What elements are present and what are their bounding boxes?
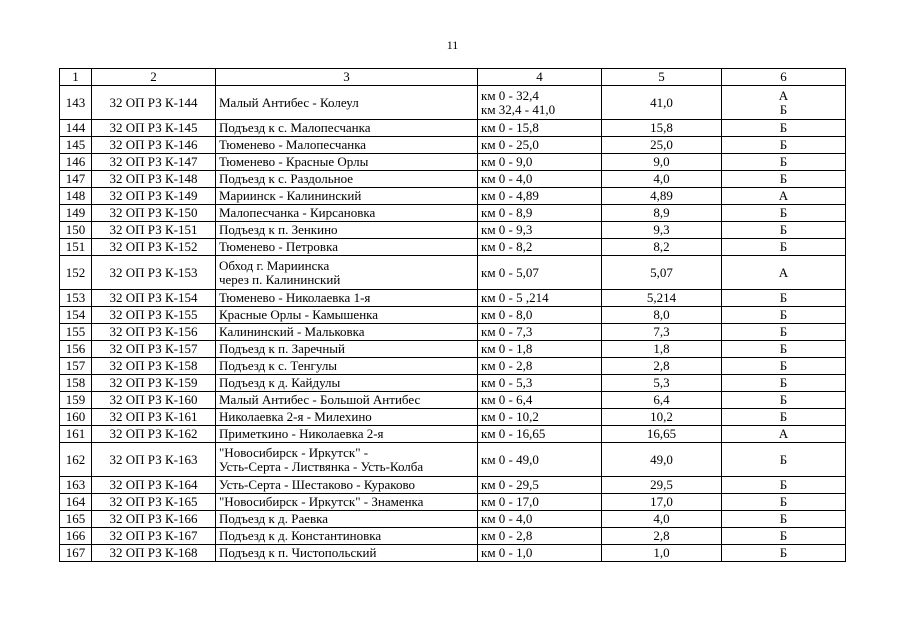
km-range-cell-line: км 0 - 9,3 — [481, 222, 533, 238]
km-range-cell-line: км 0 - 8,2 — [481, 239, 533, 255]
category-cell-line: Б — [779, 375, 788, 391]
category-cell-line: Б — [779, 528, 788, 544]
header-row — [60, 69, 846, 86]
road-code-cell: 32 ОП РЗ К-145 — [92, 120, 216, 137]
category-cell — [722, 86, 846, 120]
category-cell — [722, 528, 846, 545]
km-range-cell-line: км 0 - 5,07 — [481, 264, 539, 280]
category-cell-line: Б — [779, 494, 788, 510]
road-name-cell-line: Тюменево - Красные Орлы — [219, 154, 369, 170]
length-cell: 5,3 — [602, 375, 722, 392]
road-name-cell-line: "Новосибирск - Иркутск" - Знаменка — [219, 494, 424, 510]
road-name-cell-line: Подъезд к п. Заречный — [219, 341, 345, 357]
table-row — [60, 545, 846, 562]
road-name-cell-line: Подъезд к с. Малопесчанка — [219, 120, 371, 136]
category-cell — [722, 222, 846, 239]
km-range-cell-line: км 0 - 25,0 — [481, 137, 539, 153]
category-cell — [722, 120, 846, 137]
road-code-cell: 32 ОП РЗ К-167 — [92, 528, 216, 545]
road-name-cell-line: Приметкино - Николаевка 2-я — [219, 426, 384, 442]
length-cell: 41,0 — [602, 86, 722, 120]
roads-table — [59, 68, 846, 562]
category-cell — [722, 375, 846, 392]
length-cell: 4,0 — [602, 171, 722, 188]
category-cell — [722, 307, 846, 324]
road-name-cell — [216, 358, 478, 375]
row-number-cell: 160 — [60, 409, 92, 426]
category-cell-line: Б — [779, 451, 788, 467]
road-code-cell: 32 ОП РЗ К-158 — [92, 358, 216, 375]
category-cell-line: Б — [779, 171, 788, 187]
row-number-cell: 164 — [60, 494, 92, 511]
row-number-cell: 163 — [60, 477, 92, 494]
table-row — [60, 358, 846, 375]
km-range-cell — [478, 222, 602, 239]
km-range-cell — [478, 188, 602, 205]
table-row — [60, 154, 846, 171]
road-name-cell — [216, 171, 478, 188]
road-name-cell-line: Николаевка 2-я - Милехино — [219, 409, 372, 425]
road-name-cell-line: Подъезд к д. Кайдулы — [219, 375, 341, 391]
table-row — [60, 222, 846, 239]
category-cell-line: А — [778, 188, 789, 204]
row-number-cell: 167 — [60, 545, 92, 562]
road-name-cell — [216, 137, 478, 154]
category-cell-line: Б — [779, 409, 788, 425]
category-cell — [722, 409, 846, 426]
category-cell-line: Б — [779, 120, 788, 136]
km-range-cell — [478, 205, 602, 222]
road-name-cell — [216, 290, 478, 307]
length-cell: 5,214 — [602, 290, 722, 307]
road-name-cell — [216, 494, 478, 511]
road-code-cell: 32 ОП РЗ К-159 — [92, 375, 216, 392]
km-range-cell-line: км 0 - 9,0 — [481, 154, 533, 170]
table-row — [60, 443, 846, 477]
row-number-cell: 151 — [60, 239, 92, 256]
table-row — [60, 120, 846, 137]
road-code-cell: 32 ОП РЗ К-166 — [92, 511, 216, 528]
road-name-cell — [216, 409, 478, 426]
road-name-cell — [216, 477, 478, 494]
km-range-cell-line: км 0 - 4,89 — [481, 188, 539, 204]
row-number-cell: 156 — [60, 341, 92, 358]
category-cell-line: Б — [779, 154, 788, 170]
km-range-cell — [478, 171, 602, 188]
km-range-cell — [478, 86, 602, 120]
category-cell-line: Б — [779, 324, 788, 340]
category-cell — [722, 324, 846, 341]
length-cell: 25,0 — [602, 137, 722, 154]
km-range-cell-line: км 32,4 - 41,0 — [481, 101, 556, 117]
km-range-cell-line: км 0 - 8,0 — [481, 307, 533, 323]
road-code-cell: 32 ОП РЗ К-147 — [92, 154, 216, 171]
category-cell-line: Б — [779, 101, 788, 117]
category-cell-line: А — [778, 87, 789, 103]
table-row — [60, 426, 846, 443]
km-range-cell-line: км 0 - 5 ,214 — [481, 290, 549, 306]
row-number-cell: 159 — [60, 392, 92, 409]
road-code-cell: 32 ОП РЗ К-165 — [92, 494, 216, 511]
km-range-cell — [478, 290, 602, 307]
category-cell-line: Б — [779, 239, 788, 255]
km-range-cell-line: км 0 - 4,0 — [481, 511, 533, 527]
category-cell — [722, 154, 846, 171]
km-range-cell-line: км 0 - 1,8 — [481, 341, 533, 357]
category-cell — [722, 477, 846, 494]
table-body — [60, 86, 846, 562]
length-cell: 29,5 — [602, 477, 722, 494]
road-name-cell — [216, 239, 478, 256]
table-row — [60, 188, 846, 205]
row-number-cell: 152 — [60, 256, 92, 290]
road-code-cell: 32 ОП РЗ К-164 — [92, 477, 216, 494]
category-cell-line: Б — [779, 290, 788, 306]
row-number-cell: 154 — [60, 307, 92, 324]
row-number-cell: 153 — [60, 290, 92, 307]
table-row — [60, 256, 846, 290]
road-name-cell — [216, 120, 478, 137]
length-cell: 8,2 — [602, 239, 722, 256]
table-row — [60, 86, 846, 120]
row-number-cell: 143 — [60, 86, 92, 120]
road-name-cell-line: Подъезд к д. Константиновка — [219, 528, 382, 544]
length-cell: 16,65 — [602, 426, 722, 443]
road-name-cell — [216, 205, 478, 222]
table-row — [60, 528, 846, 545]
km-range-cell — [478, 137, 602, 154]
road-name-cell-line: Тюменево - Николаевка 1-я — [219, 290, 371, 306]
km-range-cell — [478, 528, 602, 545]
category-cell-line: Б — [779, 358, 788, 374]
road-name-cell — [216, 188, 478, 205]
category-cell-line: Б — [779, 205, 788, 221]
table-row — [60, 239, 846, 256]
column-header: 3 — [216, 69, 478, 86]
category-cell-line: Б — [779, 307, 788, 323]
km-range-cell — [478, 256, 602, 290]
road-code-cell: 32 ОП РЗ К-150 — [92, 205, 216, 222]
km-range-cell-line: км 0 - 32,4 — [481, 87, 539, 103]
length-cell: 7,3 — [602, 324, 722, 341]
column-header: 4 — [478, 69, 602, 86]
row-number-cell: 144 — [60, 120, 92, 137]
km-range-cell-line: км 0 - 17,0 — [481, 494, 539, 510]
length-cell: 4,0 — [602, 511, 722, 528]
category-cell-line: Б — [779, 341, 788, 357]
length-cell: 1,0 — [602, 545, 722, 562]
length-cell: 49,0 — [602, 443, 722, 477]
road-code-cell: 32 ОП РЗ К-148 — [92, 171, 216, 188]
km-range-cell — [478, 494, 602, 511]
road-code-cell: 32 ОП РЗ К-168 — [92, 545, 216, 562]
road-name-cell-line: Подъезд к д. Раевка — [219, 511, 329, 527]
road-code-cell: 32 ОП РЗ К-154 — [92, 290, 216, 307]
road-name-cell — [216, 222, 478, 239]
km-range-cell — [478, 375, 602, 392]
category-cell — [722, 426, 846, 443]
km-range-cell — [478, 545, 602, 562]
road-name-cell — [216, 426, 478, 443]
road-name-cell-line: Обход г. Мариинска — [219, 257, 330, 273]
length-cell: 5,07 — [602, 256, 722, 290]
km-range-cell — [478, 120, 602, 137]
category-cell-line: Б — [779, 511, 788, 527]
column-header: 6 — [722, 69, 846, 86]
length-cell: 1,8 — [602, 341, 722, 358]
road-name-cell-line: Подъезд к п. Зенкино — [219, 222, 338, 238]
table-row — [60, 511, 846, 528]
row-number-cell: 158 — [60, 375, 92, 392]
road-name-cell — [216, 545, 478, 562]
road-name-cell — [216, 443, 478, 477]
km-range-cell-line: км 0 - 15,8 — [481, 120, 539, 136]
km-range-cell-line: км 0 - 5,3 — [481, 375, 533, 391]
road-name-cell-line: Подъезд к с. Раздольное — [219, 171, 354, 187]
category-cell — [722, 239, 846, 256]
road-code-cell: 32 ОП РЗ К-152 — [92, 239, 216, 256]
table-row — [60, 392, 846, 409]
row-number-cell: 145 — [60, 137, 92, 154]
category-cell — [722, 137, 846, 154]
km-range-cell — [478, 341, 602, 358]
road-name-cell-line: Тюменево - Малопесчанка — [219, 137, 367, 153]
table-row — [60, 137, 846, 154]
column-header: 2 — [92, 69, 216, 86]
road-code-cell: 32 ОП РЗ К-157 — [92, 341, 216, 358]
road-code-cell: 32 ОП РЗ К-153 — [92, 256, 216, 290]
category-cell — [722, 171, 846, 188]
road-name-cell — [216, 307, 478, 324]
length-cell: 2,8 — [602, 528, 722, 545]
category-cell — [722, 545, 846, 562]
table-row — [60, 171, 846, 188]
km-range-cell — [478, 426, 602, 443]
category-cell — [722, 392, 846, 409]
column-header: 1 — [60, 69, 92, 86]
table-row — [60, 477, 846, 494]
road-name-cell-line: Красные Орлы - Камышенка — [219, 307, 379, 323]
km-range-cell-line: км 0 - 7,3 — [481, 324, 533, 340]
category-cell-line: Б — [779, 477, 788, 493]
road-code-cell: 32 ОП РЗ К-149 — [92, 188, 216, 205]
road-code-cell: 32 ОП РЗ К-160 — [92, 392, 216, 409]
row-number-cell: 148 — [60, 188, 92, 205]
road-name-cell-line: "Новосибирск - Иркутск" - — [219, 444, 369, 460]
road-name-cell-line: Малопесчанка - Кирсановка — [219, 205, 376, 221]
road-name-cell-line: Подъезд к с. Тенгулы — [219, 358, 338, 374]
category-cell — [722, 494, 846, 511]
road-code-cell: 32 ОП РЗ К-151 — [92, 222, 216, 239]
road-name-cell — [216, 154, 478, 171]
road-name-cell — [216, 375, 478, 392]
row-number-cell: 157 — [60, 358, 92, 375]
road-name-cell-line: Мариинск - Калининский — [219, 188, 362, 204]
road-name-cell-line: Малый Антибес - Колеул — [219, 94, 359, 110]
row-number-cell: 161 — [60, 426, 92, 443]
km-range-cell — [478, 477, 602, 494]
km-range-cell-line: км 0 - 6,4 — [481, 392, 533, 408]
row-number-cell: 165 — [60, 511, 92, 528]
row-number-cell: 149 — [60, 205, 92, 222]
km-range-cell — [478, 154, 602, 171]
road-name-cell — [216, 324, 478, 341]
category-cell-line: Б — [779, 137, 788, 153]
km-range-cell-line: км 0 - 2,8 — [481, 358, 533, 374]
page-number: 11 — [446, 38, 459, 52]
road-name-cell-line: Усть-Серта - Шестаково - Кураково — [219, 477, 416, 493]
road-code-cell: 32 ОП РЗ К-155 — [92, 307, 216, 324]
road-code-cell: 32 ОП РЗ К-163 — [92, 443, 216, 477]
km-range-cell-line: км 0 - 10,2 — [481, 409, 539, 425]
length-cell: 17,0 — [602, 494, 722, 511]
row-number-cell: 155 — [60, 324, 92, 341]
table-row — [60, 290, 846, 307]
table-row — [60, 375, 846, 392]
category-cell — [722, 290, 846, 307]
road-name-cell — [216, 86, 478, 120]
road-name-cell-line: через п. Калининский — [219, 271, 341, 287]
row-number-cell: 147 — [60, 171, 92, 188]
length-cell: 4,89 — [602, 188, 722, 205]
category-cell — [722, 511, 846, 528]
category-cell — [722, 188, 846, 205]
km-range-cell — [478, 392, 602, 409]
length-cell: 10,2 — [602, 409, 722, 426]
road-code-cell: 32 ОП РЗ К-156 — [92, 324, 216, 341]
length-cell: 2,8 — [602, 358, 722, 375]
length-cell: 9,3 — [602, 222, 722, 239]
row-number-cell: 146 — [60, 154, 92, 171]
km-range-cell — [478, 443, 602, 477]
category-cell-line: Б — [779, 392, 788, 408]
km-range-cell-line: км 0 - 4,0 — [481, 171, 533, 187]
km-range-cell — [478, 324, 602, 341]
row-number-cell: 150 — [60, 222, 92, 239]
column-header: 5 — [602, 69, 722, 86]
category-cell — [722, 256, 846, 290]
km-range-cell-line: км 0 - 16,65 — [481, 426, 546, 442]
road-name-cell-line: Усть-Серта - Листвянка - Усть-Колба — [219, 458, 424, 474]
road-name-cell-line: Калининский - Мальковка — [219, 324, 365, 340]
km-range-cell-line: км 0 - 29,5 — [481, 477, 539, 493]
km-range-cell-line: км 0 - 1,0 — [481, 545, 533, 561]
road-name-cell-line: Тюменево - Петровка — [219, 239, 338, 255]
table-row — [60, 494, 846, 511]
road-name-cell — [216, 256, 478, 290]
km-range-cell — [478, 511, 602, 528]
category-cell — [722, 443, 846, 477]
length-cell: 15,8 — [602, 120, 722, 137]
table-row — [60, 205, 846, 222]
km-range-cell-line: км 0 - 8,9 — [481, 205, 533, 221]
road-name-cell — [216, 528, 478, 545]
km-range-cell — [478, 239, 602, 256]
km-range-cell-line: км 0 - 2,8 — [481, 528, 533, 544]
road-name-cell — [216, 392, 478, 409]
category-cell-line: А — [778, 426, 789, 442]
category-cell — [722, 205, 846, 222]
row-number-cell: 166 — [60, 528, 92, 545]
length-cell: 6,4 — [602, 392, 722, 409]
table-row — [60, 324, 846, 341]
category-cell-line: Б — [779, 545, 788, 561]
road-name-cell — [216, 511, 478, 528]
road-code-cell: 32 ОП РЗ К-146 — [92, 137, 216, 154]
category-cell — [722, 358, 846, 375]
km-range-cell — [478, 409, 602, 426]
length-cell: 8,9 — [602, 205, 722, 222]
km-range-cell — [478, 358, 602, 375]
road-name-cell — [216, 341, 478, 358]
road-code-cell: 32 ОП РЗ К-162 — [92, 426, 216, 443]
category-cell-line: Б — [779, 222, 788, 238]
category-cell-line: А — [778, 264, 789, 280]
road-code-cell: 32 ОП РЗ К-144 — [92, 86, 216, 120]
table-row — [60, 307, 846, 324]
table-row — [60, 341, 846, 358]
road-name-cell-line: Подъезд к п. Чистопольский — [219, 545, 377, 561]
length-cell: 8,0 — [602, 307, 722, 324]
road-code-cell: 32 ОП РЗ К-161 — [92, 409, 216, 426]
km-range-cell — [478, 307, 602, 324]
table-row — [60, 409, 846, 426]
km-range-cell-line: км 0 - 49,0 — [481, 451, 539, 467]
length-cell: 9,0 — [602, 154, 722, 171]
road-name-cell-line: Малый Антибес - Большой Антибес — [219, 392, 421, 408]
row-number-cell: 162 — [60, 443, 92, 477]
category-cell — [722, 341, 846, 358]
